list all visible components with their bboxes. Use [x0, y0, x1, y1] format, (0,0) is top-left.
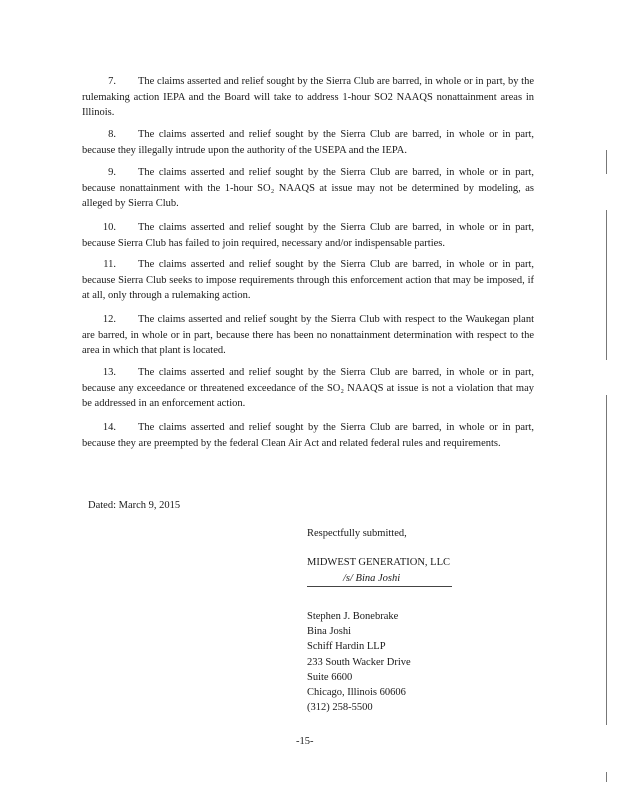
firm-name: Schiff Hardin LLP [307, 641, 386, 653]
street-address: 233 South Wacker Drive [307, 656, 411, 668]
paragraph-number: 8. [108, 129, 116, 140]
attorney-name: Stephen J. Bonebrake [307, 611, 399, 622]
paragraph-number: 10. [102, 222, 116, 233]
paragraph-text: part, because Sierra Club has failed to join required, necessary and/or indispensable parties. [82, 222, 535, 249]
phone-number: (312) 258-5500 [307, 702, 373, 714]
paragraph-lead: The claims asserted and relief sought by the Sierra Club are barred, in whole or in [138, 167, 511, 178]
paragraph-8 [82, 127, 534, 158]
paragraph-lead: The claims asserted and relief sought by the Sierra Club are barred, in whole or in [138, 76, 484, 87]
paragraph-text: part, by the rulemaking action IEPA and the Board will take to address 1-hour SO2 NAAQS nonattainment areas in Illinois. [82, 76, 535, 118]
paragraph-text: part, because they illegally intrude upon the authority of the USEPA and the IEPA. [82, 129, 535, 156]
date-line: Dated: March 9, 2015 [88, 500, 181, 511]
paragraph-13 [82, 365, 534, 412]
paragraph-14 [82, 420, 534, 451]
signature-line [307, 586, 452, 587]
paragraph-text: part, because any exceedance or threatened exceedance of the SO₂ NAAQS at issue is not a violation that may be addressed in an enforcement action. [82, 367, 535, 409]
paragraph-9 [82, 165, 534, 212]
closing-line: Respectfully submitted, [307, 528, 407, 539]
paragraph-text: part, because they are preempted by the federal Clean Air Act and related federal rules and requirements. [82, 422, 535, 449]
paragraph-number: 11. [103, 259, 116, 270]
suite: Suite 6600 [307, 671, 353, 683]
paragraph-lead: The claims asserted and relief sought by the Sierra Club are barred, in whole or in [138, 129, 511, 140]
paragraph-10 [82, 220, 534, 251]
paragraph-text: part, because nonattainment with the 1-hour SO₂ NAAQS at issue may not be determined by modeling, as alleged by Sierra Club. [82, 167, 535, 209]
scan-margin-mark [606, 210, 607, 360]
paragraph-text: Waukegan plant are barred, in whole or in part, because there has been no nonattainment determination with respect to the area in which that plant is located. [82, 314, 535, 356]
attorney-name: Bina Joshi [307, 626, 352, 638]
paragraph-lead: The claims asserted and relief sought by the Sierra Club with respect to the [138, 314, 463, 325]
scan-margin-mark [606, 150, 607, 174]
paragraph-7 [82, 74, 534, 121]
paragraph-number: 14. [102, 422, 116, 433]
paragraph-lead: The claims asserted and relief sought by the Sierra Club are barred, in whole or in [138, 259, 511, 270]
paragraph-number: 7. [108, 76, 116, 87]
scan-margin-mark [606, 772, 607, 782]
page-number: -15- [296, 736, 314, 747]
paragraph-lead: The claims asserted and relief sought by the Sierra Club are barred, in whole or in [138, 222, 511, 233]
paragraph-11 [82, 257, 534, 304]
paragraph-number: 12. [102, 314, 116, 325]
electronic-signature: /s/ Bina Joshi [343, 573, 401, 584]
paragraph-text: part, because Sierra Club seeks to impose requirements through this enforcement action that may be imposed, if at all, only through a rulemaking action. [82, 259, 535, 301]
paragraph-number: 13. [102, 367, 116, 378]
paragraph-lead: The claims asserted and relief sought by the Sierra Club are barred, in whole or in [138, 367, 511, 378]
city-state-zip: Chicago, Illinois 60606 [307, 687, 406, 699]
scan-margin-mark [606, 395, 607, 725]
paragraph-lead: The claims asserted and relief sought by the Sierra Club are barred, in whole or in [138, 422, 511, 433]
paragraph-12 [82, 312, 534, 359]
company-name: MIDWEST GENERATION, LLC [307, 557, 451, 568]
attorney-block [307, 609, 411, 715]
paragraph-number: 9. [108, 167, 116, 178]
